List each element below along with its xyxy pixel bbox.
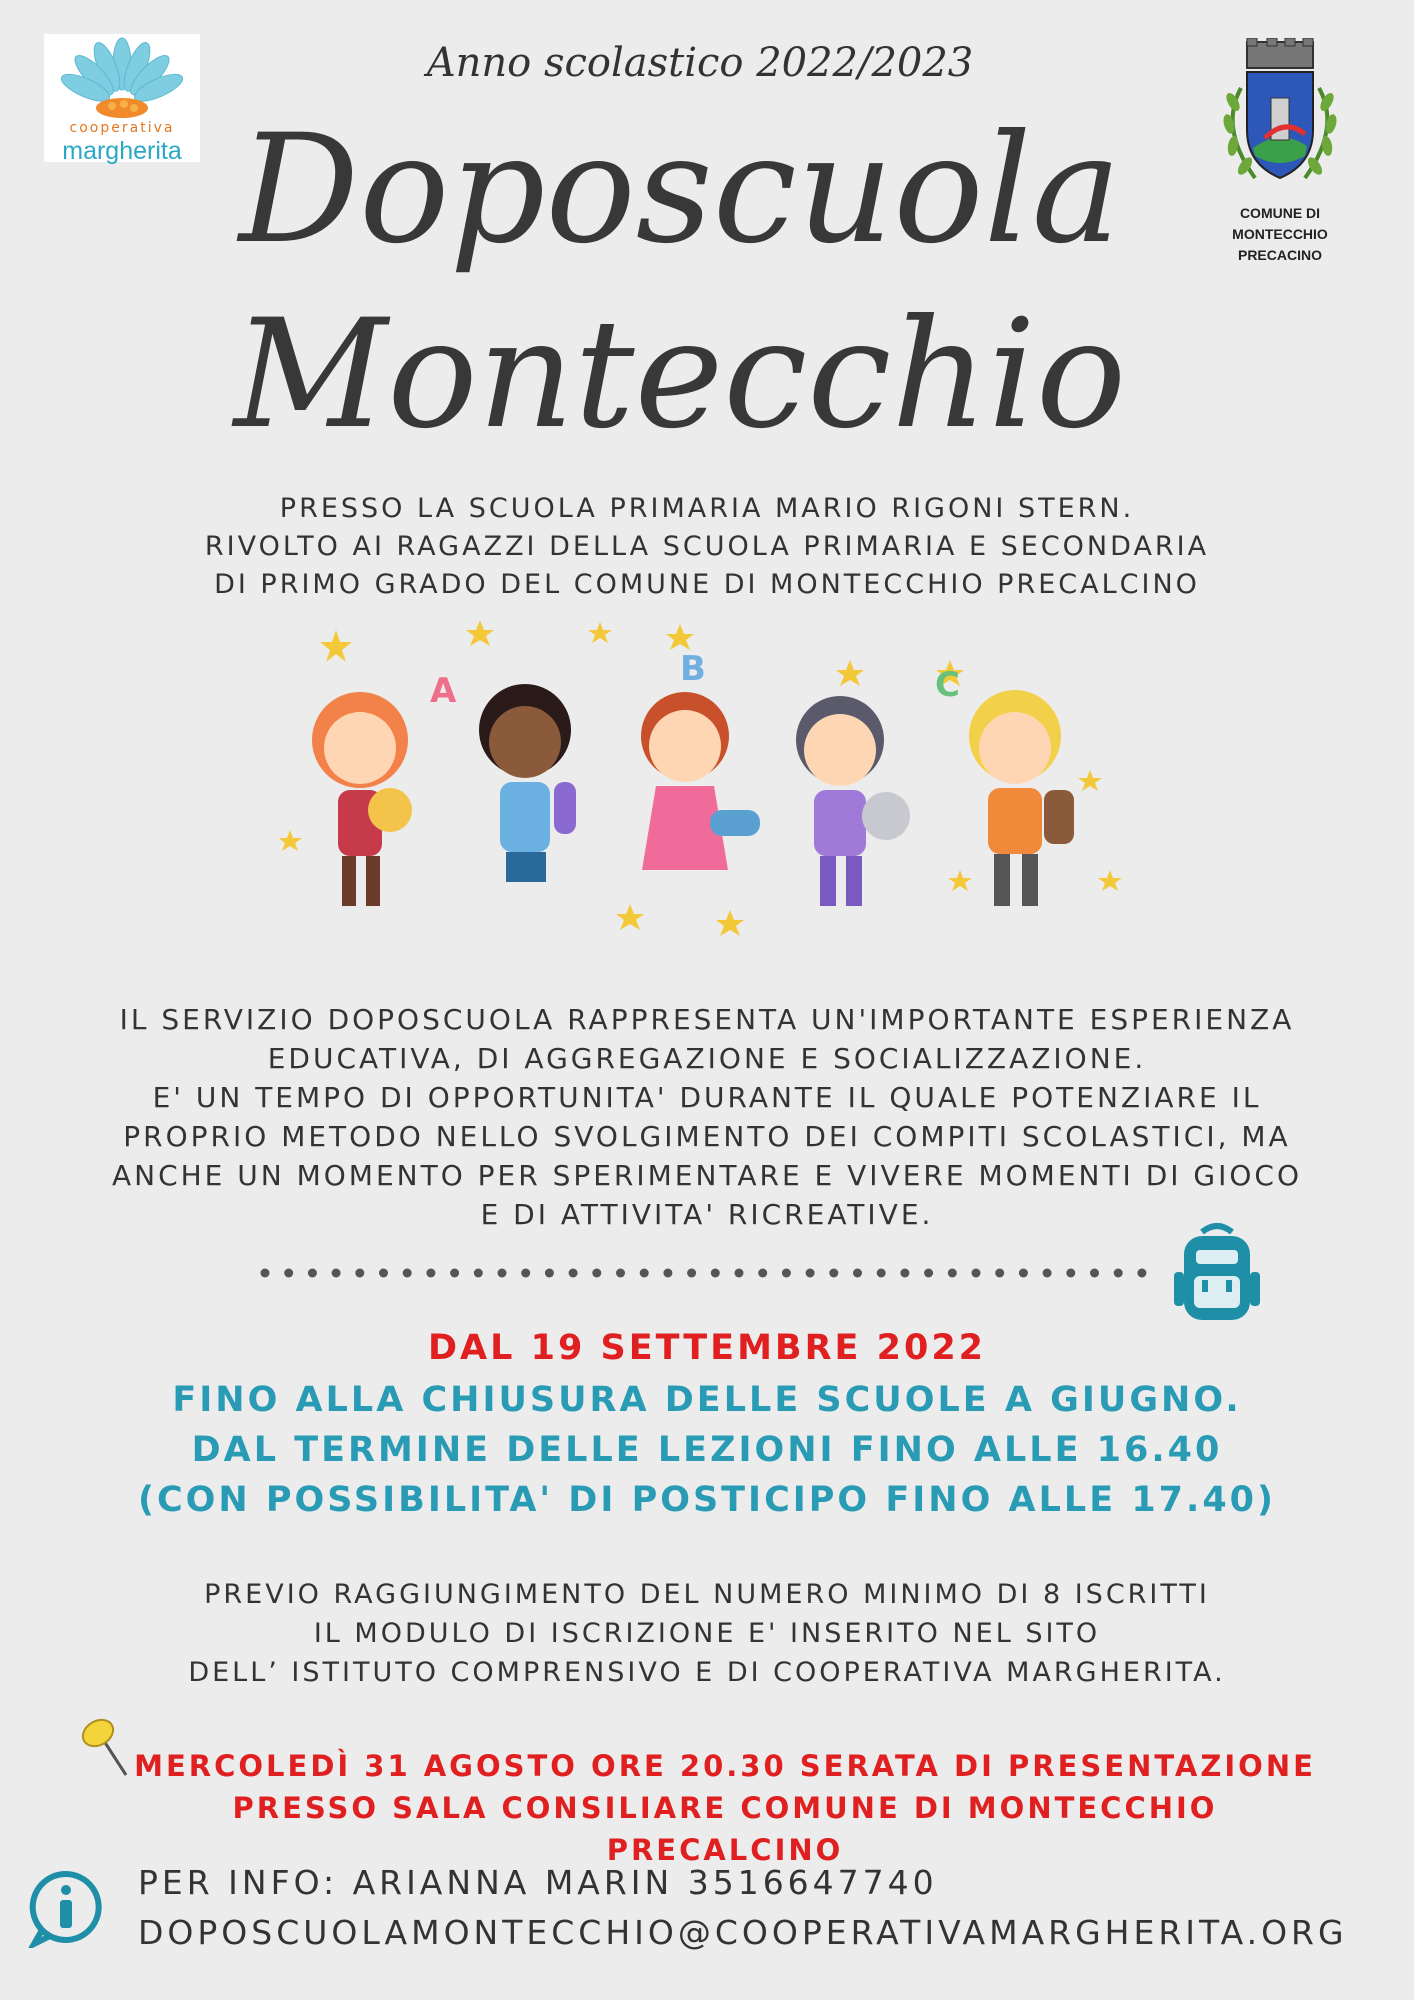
schedule-line: DAL TERMINE DELLE LEZIONI FINO ALLE 16.40 [191,1430,1223,1470]
running-kids-illustration [280,620,1140,960]
crest-label-line1: COMUNE DI [1239,205,1321,221]
divider-dot [782,1269,791,1278]
divider-dot [379,1269,388,1278]
presentation-event [110,1745,1340,1871]
enrollment-notes [100,1575,1314,1692]
divider-dot [735,1269,744,1278]
divider-dot [545,1269,554,1278]
kid-figure [796,696,910,906]
divider-dot [758,1269,767,1278]
crest-label-line3: PRECACINO [1237,247,1322,263]
contact-name-phone: PER INFO: ARIANNA MARIN 3516647740 [138,1863,938,1902]
contact-info [138,1858,1398,1958]
divider-dot [308,1269,317,1278]
divider-dot [687,1269,696,1278]
intro-line: DI PRIMO GRADO DEL COMUNE DI MONTECCHIO PRECALCINO [214,569,1200,600]
letter-a: A [430,671,457,711]
description-line: E' UN TEMPO DI OPPORTUNITA' DURANTE IL QUALE POTENZIARE IL [152,1081,1262,1114]
page-title-line1: Doposcuola [238,103,1122,277]
crest-emblem-icon [1205,38,1355,198]
divider-dot [829,1269,838,1278]
divider-dot [853,1269,862,1278]
divider-dot [474,1269,483,1278]
divider-dot [261,1269,270,1278]
letter-b: B [680,649,706,689]
divider-dot [332,1269,341,1278]
divider-dot [355,1269,364,1278]
kid-figure [312,692,412,906]
service-description [60,1000,1354,1234]
divider-dot [1090,1269,1099,1278]
notes-line: DELL’ ISTITUTO COMPRENSIVO E DI COOPERATIVA MARGHERITA. [188,1657,1226,1688]
info-icon [28,1870,102,1948]
divider-dot [521,1269,530,1278]
divider-dot [663,1269,672,1278]
schedule-details [100,1375,1314,1525]
description-line: EDUCATIVA, DI AGGREGAZIONE E SOCIALIZZAZIONE. [267,1042,1147,1075]
divider-dot [498,1269,507,1278]
divider-dot [1066,1269,1075,1278]
divider-dot [1137,1269,1146,1278]
page-title-line2: Montecchio [233,288,1127,462]
logo-word: cooperativa [69,120,175,136]
divider-dot [972,1269,981,1278]
description-line: E DI ATTIVITA' RICREATIVE. [480,1198,934,1231]
divider-dot [1019,1269,1028,1278]
crest-label-line2: MONTECCHIO [1232,226,1328,242]
intro-text [100,490,1314,604]
divider-dot [450,1269,459,1278]
divider-dot [948,1269,957,1278]
municipal-crest [1205,38,1355,278]
backpack-icon [1172,1222,1262,1322]
notes-line: PREVIO RAGGIUNGIMENTO DEL NUMERO MINIMO DI 8 ISCRITTI [204,1579,1210,1610]
divider-dot [403,1269,412,1278]
description-line: PROPRIO METODO NELLO SVOLGIMENTO DEI COMPITI SCOLASTICI, MA [123,1120,1291,1153]
schedule-line: (CON POSSIBILITA' DI POSTICIPO FINO ALLE 17.40) [137,1480,1277,1520]
divider-dot [711,1269,720,1278]
school-year: Anno scolastico 2022/2023 [426,40,974,86]
divider-dot [806,1269,815,1278]
notes-line: IL MODULO DI ISCRIZIONE E' INSERITO NEL SITO [313,1618,1101,1649]
divider-dot [284,1269,293,1278]
divider-dot [900,1269,909,1278]
logo-name: margherita [62,137,182,165]
description-line: IL SERVIZIO DOPOSCUOLA RAPPRESENTA UN'IMPORTANTE ESPERIENZA [119,1003,1295,1036]
kid-figure [969,690,1074,906]
kid-figure [479,684,576,882]
divider-dot [640,1269,649,1278]
divider-dot [426,1269,435,1278]
crest-label [1205,203,1355,266]
divider-dot [924,1269,933,1278]
start-date: DAL 19 SETTEMBRE 2022 [427,1328,987,1368]
divider-dot [1043,1269,1052,1278]
divider-dot [592,1269,601,1278]
presentation-line: MERCOLEDÌ 31 AGOSTO ORE 20.30 SERATA DI PRESENTAZIONE [134,1749,1316,1783]
divider-dot [616,1269,625,1278]
kid-figure [641,692,760,870]
divider-dot [1114,1269,1123,1278]
contact-email[interactable]: DOPOSCUOLAMONTECCHIO@COOPERATIVAMARGHERITA.ORG [138,1913,1348,1952]
schedule-line: FINO ALLA CHIUSURA DELLE SCUOLE A GIUGNO. [172,1380,1242,1420]
dotted-divider [258,1266,1150,1280]
intro-line: PRESSO LA SCUOLA PRIMARIA MARIO RIGONI STERN. [279,493,1135,524]
divider-dot [877,1269,886,1278]
letter-c: C [935,665,960,705]
description-line: ANCHE UN MOMENTO PER SPERIMENTARE E VIVERE MOMENTI DI GIOCO [111,1159,1303,1192]
divider-dot [995,1269,1004,1278]
intro-line: RIVOLTO AI RAGAZZI DELLA SCUOLA PRIMARIA E SECONDARIA [204,531,1210,562]
divider-dot [569,1269,578,1278]
presentation-line: PRESSO SALA CONSILIARE COMUNE DI MONTECCHIO PRECALCINO [232,1791,1218,1867]
